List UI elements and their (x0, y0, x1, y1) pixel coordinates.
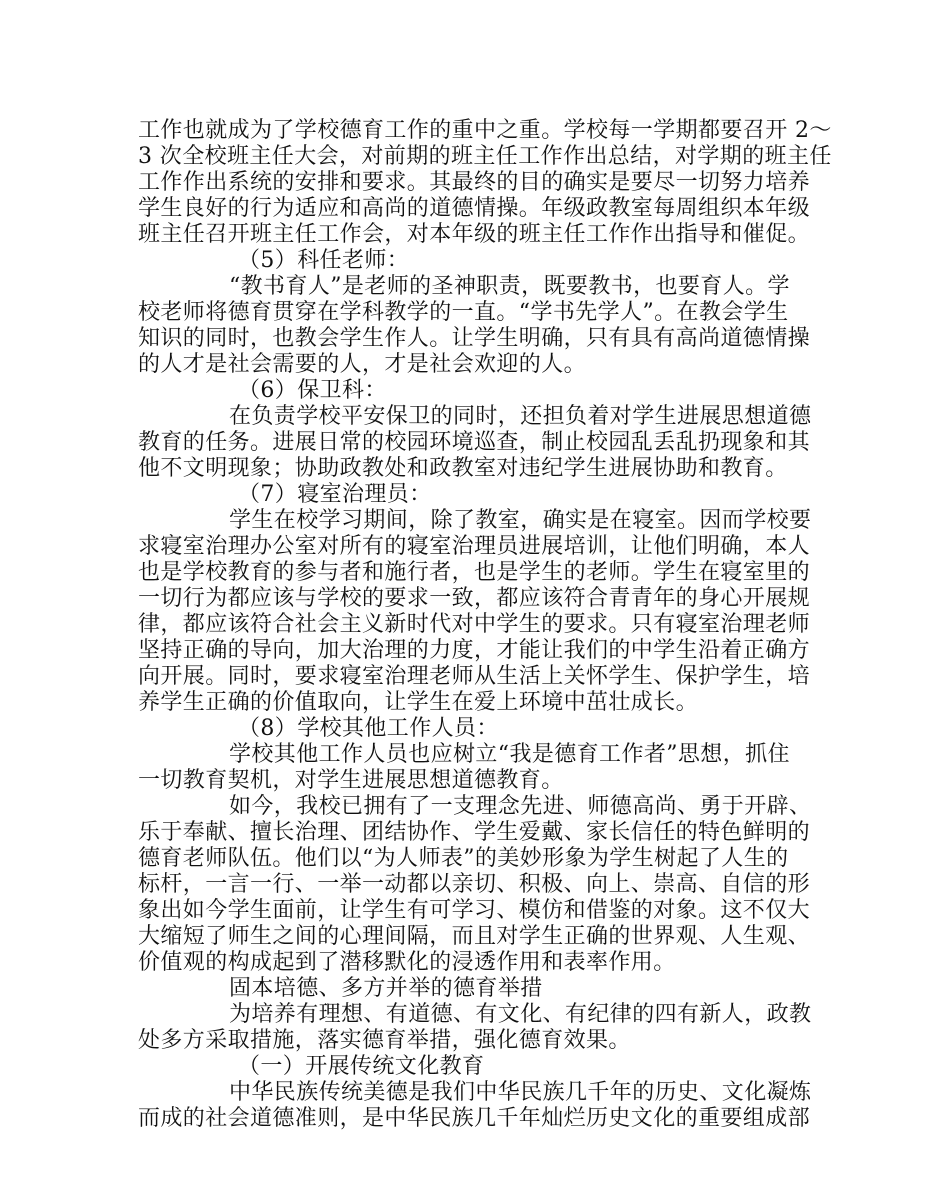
section-heading: （5）科任老师： (238, 248, 410, 273)
text-line: 求寝室治理办公室对所有的寝室治理员进展培训，让他们明确，本人 (138, 534, 811, 559)
text-line: 一切行为都应该与学校的要求一致，都应该符合青青年的身心开展规 (138, 586, 811, 611)
text-line: 大缩短了师生之间的心理间隔，而且对学生正确的世界观、人生观、 (138, 924, 811, 949)
text-line: 律，都应该符合社会主义新时代对中学生的要求。只有寝室治理老师 (138, 612, 811, 637)
text-line: 的人才是社会需要的人，才是社会欢迎的人。 (138, 352, 587, 377)
text-line: 坚持正确的导向，加大治理的力度，才能让我们的中学生沿着正确方 (138, 638, 811, 663)
text-line: 3 次全校班主任大会，对前期的班主任工作作出总结，对学期的班主任 (138, 144, 832, 169)
text-line: 也是学校教育的参与者和施行者，也是学生的老师。学生在寝室里的 (138, 560, 811, 585)
text-line: 班主任召开班主任工作会，对本年级的班主任工作作出指导和催促。 (138, 222, 811, 247)
text-line: 为培养有理想、有道德、有文化、有纪律的四有新人，政教 (229, 1002, 812, 1027)
text-line: 工作作出系统的安排和要求。其最终的目的确实是要尽一切努力培养 (138, 170, 811, 195)
text-line: 固本培德、多方并举的德育举措 (229, 976, 543, 1001)
text-line: 工作也就成为了学校德育工作的重中之重。学校每一学期都要召开 2～ (138, 118, 832, 143)
text-line: 而成的社会道德准则，是中华民族几千年灿烂历史文化的重要组成部 (138, 1106, 811, 1131)
text-line: 在负责学校平安保卫的同时，还担负着对学生进展思想道德 (229, 404, 812, 429)
text-line: 教育的任务。进展日常的校园环境巡查，制止校园乱丢乱扔现象和其 (138, 430, 811, 455)
text-line: 如今，我校已拥有了一支理念先进、师德高尚、勇于开辟、 (229, 794, 812, 819)
text-line: 标杆，一言一行、一举一动都以亲切、积极、向上、崇高、自信的形 (138, 872, 811, 897)
text-line: 向开展。同时，要求寝室治理老师从生活上关怀学生、保护学生，培 (138, 664, 811, 689)
text-line: 德育老师队伍。他们以“为人师表”的美妙形象为学生树起了人生的 (138, 846, 789, 871)
text-line: 学生在校学习期间，除了教室，确实是在寝室。因而学校要 (229, 508, 812, 533)
section-heading: （8）学校其他工作人员： (238, 716, 499, 741)
text-line: 他不文明现象；协助政教处和政教室对违纪学生进展协助和教育。 (138, 456, 788, 481)
text-line: “教书育人”是老师的圣神职责，既要教书，也要育人。学 (229, 274, 790, 299)
text-line: 养学生正确的价值取向，让学生在爱上环境中茁壮成长。 (138, 690, 699, 715)
text-line: 象出如今学生面前，让学生有可学习、模仿和借鉴的对象。这不仅大 (138, 898, 811, 923)
text-line: 一切教育契机，对学生进展思想道德教育。 (138, 768, 564, 793)
document-page (138, 118, 832, 1132)
section-heading: （6）保卫科： (238, 378, 387, 403)
text-line: 学校其他工作人员也应树立“我是德育工作者”思想，抓住 (229, 742, 790, 767)
text-line: 中华民族传统美德是我们中华民族几千年的历史、文化凝炼 (229, 1080, 812, 1105)
text-line: 知识的同时，也教会学生作人。让学生明确，只有具有高尚道德情操 (138, 326, 811, 351)
section-heading: （一）开展传统文化教育 (238, 1054, 485, 1079)
section-heading: （7）寝室治理员： (238, 482, 432, 507)
text-line: 价值观的构成起到了潜移默化的浸透作用和表率作用。 (138, 950, 676, 975)
text-line: 乐于奉献、擅长治理、团结协作、学生爱戴、家长信任的特色鲜明的 (138, 820, 811, 845)
text-line: 校老师将德育贯穿在学科教学的一直。“学书先学人”。在教会学生 (138, 300, 789, 325)
text-line: 学生良好的行为适应和高尚的道德情操。年级政教室每周组织本年级 (138, 196, 811, 221)
text-line: 处多方采取措施，落实德育举措，强化德育效果。 (138, 1028, 631, 1053)
